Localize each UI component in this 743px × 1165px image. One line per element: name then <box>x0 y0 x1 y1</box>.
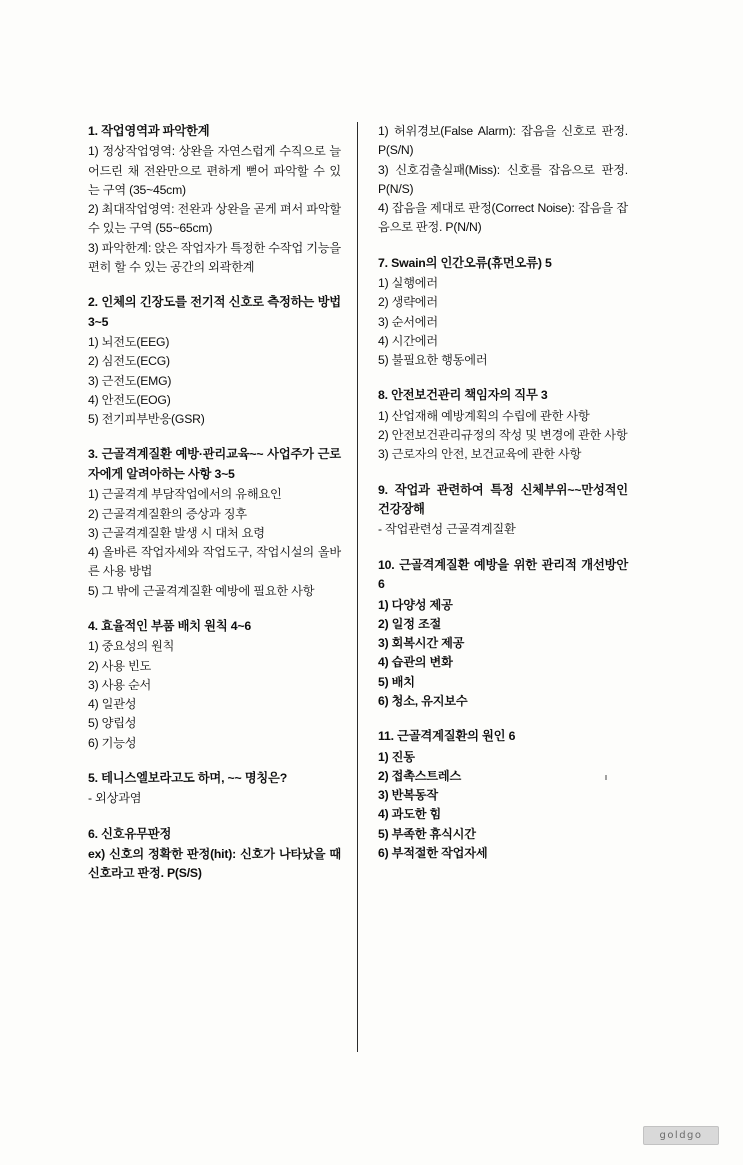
section-item: 3) 신호검출실패(Miss): 신호를 잡음으로 판정. P(N/S) <box>378 162 628 196</box>
section-item: 4) 일관성 <box>88 697 137 712</box>
watermark-badge: goldgo <box>643 1126 719 1145</box>
paper-speck <box>605 775 607 780</box>
section-item: 5) 그 밖에 근골격계질환 예방에 필요한 사항 <box>88 583 315 598</box>
section-section-8 <box>378 386 628 464</box>
section-item: 6) 부적절한 작업자세 <box>378 845 488 860</box>
section-item: 4) 습관의 변화 <box>378 655 453 670</box>
section-item: 4) 시간에러 <box>378 333 438 348</box>
section-heading: 10. 근골격계질환 예방을 위한 관리적 개선방안 6 <box>378 557 628 592</box>
section-item: 1) 다양성 제공 <box>378 597 453 612</box>
section-item: 6) 기능성 <box>88 735 137 750</box>
section-section-4 <box>88 617 341 753</box>
section-item: - 작업관련성 근골격계질환 <box>378 522 516 537</box>
section-item: 1) 뇌전도(EEG) <box>88 335 170 350</box>
section-item: 4) 안전도(EOG) <box>88 392 171 407</box>
right-column <box>358 122 628 1052</box>
section-section-5 <box>88 769 341 809</box>
section-heading: 8. 안전보건관리 책임자의 직무 3 <box>378 388 548 403</box>
section-item: 1) 실행에러 <box>378 276 438 291</box>
section-item: 6) 청소, 유지보수 <box>378 693 468 708</box>
section-item: 3) 순서에러 <box>378 314 438 329</box>
section-heading: 4. 효율적인 부품 배치 원칙 4~6 <box>88 618 251 633</box>
section-item: 1) 허위경보(False Alarm): 잡음을 신호로 판정. P(S/N) <box>378 124 628 158</box>
section-item: 1) 중요성의 원칙 <box>88 639 175 654</box>
section-section-7 <box>378 254 628 371</box>
section-section-6-cont <box>378 122 628 238</box>
section-section-1 <box>88 122 341 277</box>
section-item: 1) 근골격계 부담작업에서의 유해요인 <box>88 487 282 502</box>
section-heading: 5. 테니스엘보라고도 하며, ~~ 명칭은? <box>88 770 288 785</box>
section-item: 1) 산업재해 예방계획의 수립에 관한 사항 <box>378 408 590 423</box>
section-item: 5) 전기피부반응(GSR) <box>88 412 205 427</box>
section-item: 5) 부족한 휴식시간 <box>378 826 476 841</box>
note-sheet <box>88 122 663 1052</box>
section-item: 3) 근골격계질환 발생 시 대처 요령 <box>88 525 265 540</box>
left-column <box>88 122 358 1052</box>
section-item: 2) 생략에러 <box>378 295 438 310</box>
section-section-10 <box>378 556 628 711</box>
section-item: 1) 정상작업영역: 상완을 자연스럽게 수직으로 늘어드린 채 전완만으로 편하게 뻗어 파악할 수 있는 구역 (35~45cm) <box>88 144 341 197</box>
section-item: 2) 접촉스트레스 <box>378 768 462 783</box>
section-section-9 <box>378 481 628 540</box>
section-item: 3) 근로자의 안전, 보건교육에 관한 사항 <box>378 447 582 462</box>
section-heading: 7. Swain의 인간오류(휴먼오류) 5 <box>378 255 552 270</box>
section-section-2 <box>88 293 341 429</box>
section-item: 4) 과도한 힘 <box>378 807 442 822</box>
section-item: 2) 심전도(ECG) <box>88 354 170 369</box>
section-heading: 3. 근골격계질환 예방·관리교육~~ 사업주가 근로자에게 알려아하는 사항 3~5 <box>88 447 341 481</box>
section-item: 3) 회복시간 제공 <box>378 636 465 651</box>
section-item: 2) 안전보건관리규정의 작성 및 변경에 관한 사항 <box>378 428 628 443</box>
section-section-3 <box>88 445 341 600</box>
section-item: 2) 최대작업영역: 전완과 상완을 곧게 펴서 파악할 수 있는 구역 (55~65cm) <box>88 202 341 236</box>
section-item: 1) 진동 <box>378 749 415 764</box>
section-item: 2) 근골격계질환의 증상과 징후 <box>88 506 247 521</box>
two-column-layout <box>88 122 663 1052</box>
section-item: 5) 양립성 <box>88 716 137 731</box>
section-item: 3) 반복동작 <box>378 788 438 803</box>
section-item: ex) 신호의 정확한 판정(hit): 신호가 나타났을 때 신호라고 판정. P(S/S) <box>88 847 341 881</box>
section-item: 2) 일정 조절 <box>378 616 442 631</box>
section-item: 4) 잡음을 제대로 판정(Correct Noise): 잡음을 잡음으로 판정. P(N/N) <box>378 201 628 235</box>
section-section-11 <box>378 727 628 863</box>
section-heading: 1. 작업영역과 파악한계 <box>88 124 210 138</box>
section-heading: 2. 인체의 긴장도를 전기적 신호로 측정하는 방법 3~5 <box>88 295 341 329</box>
section-heading: 11. 근골격계질환의 원인 6 <box>378 729 516 744</box>
section-item: - 외상과염 <box>88 791 142 806</box>
section-heading: 6. 신호유무판정 <box>88 826 172 841</box>
section-item: 3) 사용 순서 <box>88 677 152 692</box>
section-section-6 <box>88 825 341 884</box>
section-item: 3) 파악한계: 앉은 작업자가 특정한 수작업 기능을 편히 할 수 있는 공간의 외곽한계 <box>88 240 341 275</box>
section-item: 3) 근전도(EMG) <box>88 373 172 388</box>
section-item: 2) 사용 빈도 <box>88 658 152 673</box>
section-item: 5) 불필요한 행동에러 <box>378 353 488 368</box>
section-item: 5) 배치 <box>378 674 415 689</box>
section-item: 4) 올바른 작업자세와 작업도구, 작업시설의 올바른 사용 방법 <box>88 545 341 579</box>
section-heading: 9. 작업과 관련하여 특정 신체부위~~만성적인 건강장해 <box>378 482 628 516</box>
